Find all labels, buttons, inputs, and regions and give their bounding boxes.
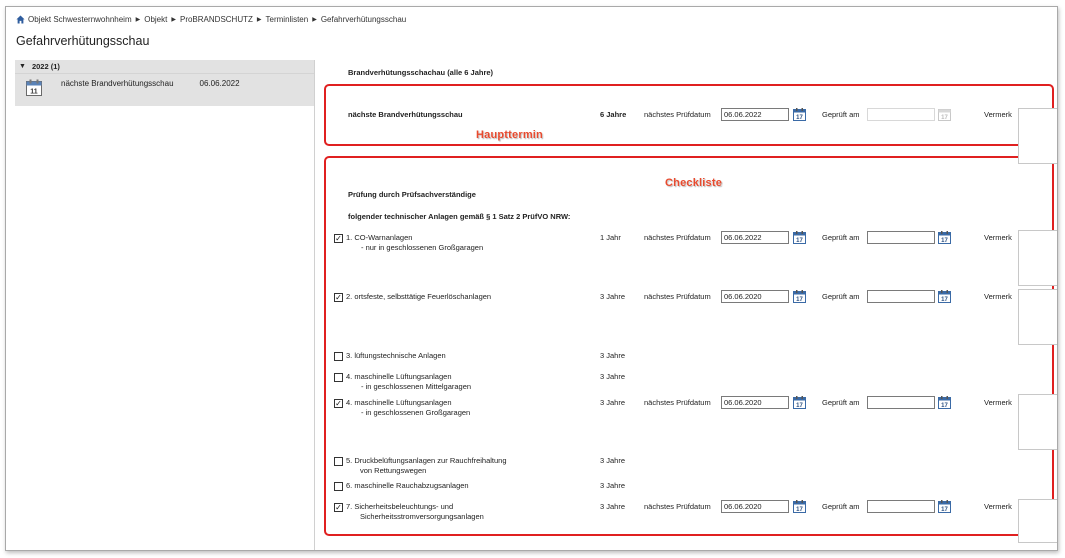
checklist-item-interval: 3 Jahre [600, 372, 626, 381]
calendar-icon [26, 79, 42, 96]
checked-on-date-input[interactable] [867, 500, 935, 513]
breadcrumb-separator-icon: ▶ [256, 16, 262, 23]
next-check-date-input[interactable]: 06.06.2020 [721, 290, 789, 303]
app-window [5, 6, 1058, 551]
calendar-picker-icon[interactable] [793, 108, 806, 121]
checkbox-icon[interactable] [334, 482, 343, 491]
checklist-item-label: 4. maschinelle Lüftungsanlagen [346, 398, 452, 407]
checklist-item-interval: 1 Jahr [600, 233, 621, 242]
haupttermin-interval: 6 Jahre [600, 110, 627, 119]
checklist-item-interval: 3 Jahre [600, 292, 626, 301]
checklist-row-feuerloeschanlagen [324, 292, 1054, 306]
checkbox-icon[interactable]: ✓ [335, 503, 342, 512]
checklist-item-sublabel: von Rettungswegen [360, 466, 427, 475]
next-check-label: nächstes Prüfdatum [644, 398, 711, 407]
checklist-item-sublabel: - in geschlossenen Großgaragen [361, 408, 471, 417]
remark-field[interactable] [1018, 499, 1058, 543]
next-check-date-input[interactable]: 06.06.2020 [721, 396, 789, 409]
checked-on-label: Geprüft am [822, 292, 860, 301]
detail-panel [324, 60, 1058, 551]
calendar-day: 11 [30, 88, 38, 96]
checklist-row-lueftungsanlagen-grossgaragen [324, 398, 1054, 417]
remark-field[interactable] [1018, 230, 1058, 286]
breadcrumb-item-gefahrverhuetungsschau[interactable]: Gefahrverhütungsschau [320, 14, 407, 24]
tree-item-brandverhuetungsschau[interactable] [15, 74, 314, 106]
checkbox-icon[interactable]: ✓ [335, 293, 342, 302]
tree-item-label: nächste Brandverhütungsschau [61, 79, 174, 88]
checklist-item-interval: 3 Jahre [600, 456, 626, 465]
checklist-item-sublabel: Sicherheitsstromversorgungsanlagen [360, 512, 484, 521]
annotation-haupttermin: Haupttermin [476, 129, 543, 141]
checkbox-icon[interactable] [334, 352, 343, 361]
remark-label: Vermerk [984, 233, 1012, 242]
checkbox-icon[interactable]: ✓ [335, 399, 342, 408]
checked-on-date-input[interactable] [867, 396, 935, 409]
checklist-item-label: 2. ortsfeste, selbsttätige Feuerlöschanlagen [346, 292, 492, 301]
home-icon[interactable] [16, 15, 25, 24]
checklist-row-lueftungstechnische-anlagen [324, 351, 1054, 365]
checklist-item-label: 3. lüftungstechnische Anlagen [346, 351, 446, 360]
remark-field[interactable] [1018, 108, 1058, 164]
checklist-row-lueftungsanlagen-mittelgaragen [324, 372, 1054, 391]
breadcrumb-item-objekt-schwesternwohnheim[interactable]: Objekt Schwesternwohnheim [28, 14, 132, 24]
haupttermin-label: nächste Brandverhütungsschau [348, 110, 463, 119]
checklist-item-label: 7. Sicherheitsbeleuchtungs- und [346, 502, 454, 511]
checked-on-date-input[interactable] [867, 290, 935, 303]
checklist-item-sublabel: - in geschlossenen Mittelgaragen [361, 382, 472, 391]
collapse-triangle-icon[interactable]: ▼ [19, 63, 26, 70]
checklist-item-label: 4. maschinelle Lüftungsanlagen [346, 372, 452, 381]
breadcrumb-separator-icon: ▶ [312, 16, 317, 23]
breadcrumb-separator-icon: ▶ [171, 16, 176, 23]
tree-item-date: 06.06.2022 [199, 79, 240, 88]
remark-label: Vermerk [984, 398, 1012, 407]
calendar-picker-icon[interactable] [793, 231, 806, 244]
checklist-item-interval: 3 Jahre [600, 481, 626, 490]
next-check-date-input[interactable]: 06.06.2022 [721, 231, 789, 244]
checklist-row-rauchabzugsanlagen [324, 481, 1054, 495]
haupttermin-row [324, 110, 1054, 124]
breadcrumb-item-terminlisten[interactable]: Terminlisten [265, 14, 309, 24]
calendar-picker-icon[interactable] [938, 500, 951, 513]
remark-label: Vermerk [984, 502, 1012, 511]
remark-field[interactable] [1018, 394, 1058, 450]
calendar-picker-icon[interactable] [793, 396, 806, 409]
checkbox-icon[interactable]: ✓ [335, 234, 342, 243]
checklist-item-interval: 3 Jahre [600, 351, 626, 360]
next-check-label: nächstes Prüfdatum [644, 110, 711, 119]
checked-on-date-input[interactable] [867, 231, 935, 244]
next-check-label: nächstes Prüfdatum [644, 292, 711, 301]
checklist-row-sicherheitsbeleuchtung [324, 502, 1054, 521]
next-check-date-input[interactable]: 06.06.2022 [721, 108, 789, 121]
checklist-heading: Prüfung durch Prüfsachverständige [348, 190, 476, 199]
checklist-item-label: 6. maschinelle Rauchabzugsanlagen [346, 481, 469, 490]
checklist-item-label: 1. CO-Warnanlagen [346, 233, 413, 242]
next-check-label: nächstes Prüfdatum [644, 233, 711, 242]
remark-field[interactable] [1018, 289, 1058, 345]
checklist-subheading: folgender technischer Anlagen gemäß § 1 Satz 2 PrüfVO NRW: [348, 212, 571, 221]
breadcrumb-item-probrandschutz[interactable]: ProBRANDSCHUTZ [179, 14, 253, 24]
checked-on-label: Geprüft am [822, 398, 860, 407]
remark-label: Vermerk [984, 110, 1012, 119]
checkbox-icon[interactable] [334, 457, 343, 466]
checklist-row-co-warnanlagen [324, 233, 1054, 252]
calendar-picker-icon[interactable] [793, 500, 806, 513]
remark-label: Vermerk [984, 292, 1012, 301]
checklist-item-interval: 3 Jahre [600, 502, 626, 511]
breadcrumb-item-objekt[interactable]: Objekt [144, 14, 168, 24]
checkbox-icon[interactable] [334, 373, 343, 382]
checklist-item-sublabel: - nur in geschlossenen Großgaragen [361, 243, 484, 252]
checked-on-label: Geprüft am [822, 502, 860, 511]
section-title: Brandverhütungsschachau (alle 6 Jahre) [348, 68, 494, 77]
calendar-picker-icon[interactable] [938, 396, 951, 409]
checklist-item-label: 5. Druckbelüftungsanlagen zur Rauchfreihaltung [346, 456, 507, 465]
tree-group-2022[interactable] [15, 60, 314, 74]
checklist-row-druckbelueftungsanlagen [324, 456, 1054, 475]
checked-on-date-input [867, 108, 935, 121]
breadcrumb [16, 13, 406, 25]
calendar-picker-icon[interactable] [793, 290, 806, 303]
checklist-item-interval: 3 Jahre [600, 398, 626, 407]
breadcrumb-separator-icon: ▶ [135, 16, 141, 23]
checked-on-label: Geprüft am [822, 110, 860, 119]
tree-group-label: 2022 (1) [31, 62, 60, 71]
annotation-checkliste: Checkliste [665, 177, 723, 189]
calendar-picker-icon[interactable] [938, 290, 951, 303]
page-title: Gefahrverhütungsschau [16, 34, 150, 48]
checked-on-label: Geprüft am [822, 233, 860, 242]
next-check-label: nächstes Prüfdatum [644, 502, 711, 511]
next-check-date-input[interactable]: 06.06.2020 [721, 500, 789, 513]
calendar-picker-icon [938, 108, 951, 121]
calendar-picker-icon[interactable] [938, 231, 951, 244]
date-tree-panel [15, 60, 315, 550]
